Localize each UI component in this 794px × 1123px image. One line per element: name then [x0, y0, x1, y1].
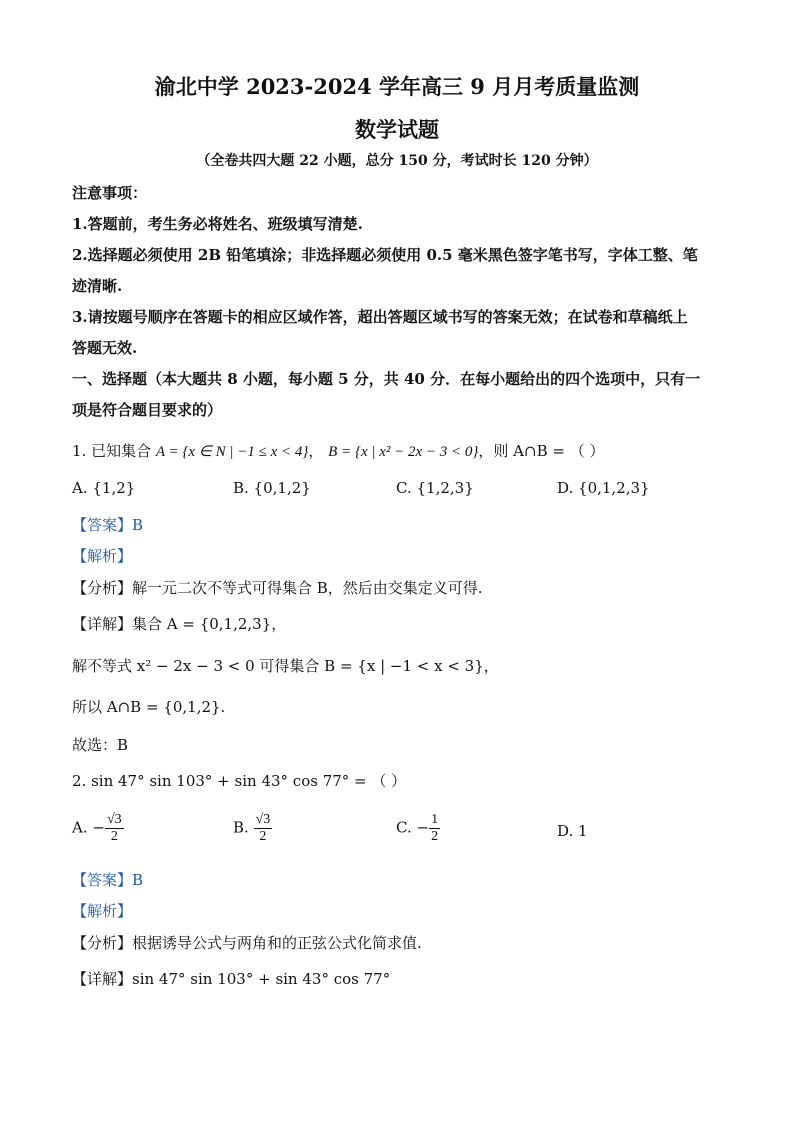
question-1-ask: ，则 A∩B = （ ）: [478, 442, 605, 460]
exam-subject: 数学试题: [355, 117, 439, 142]
exam-info: （全卷共四大题 22 小题，总分 150 分，考试时长 120 分钟）: [196, 153, 598, 169]
question-1-set-a: A = {x ∈ N | −1 ≤ x < 4}: [155, 444, 309, 460]
question-1-detail-1: 【详解】集合 A = {0,1,2,3}，: [72, 615, 287, 633]
question-1-choose: 故选：B: [72, 736, 129, 754]
question-2-option-b: B. $\frac{√3}{2}$: [233, 812, 271, 845]
note-2-line-2: 迹清晰.: [72, 277, 123, 295]
question-2-detail: 【详解】sin 47° sin 103° + sin 43° cos 77°: [72, 970, 391, 988]
question-2-fenxi: 【分析】根据诱导公式与两角和的正弦公式化简求值.: [72, 934, 422, 952]
question-1-detail-2: 解不等式 x² − 2x − 3 < 0 可得集合 B = {x | −1 < x < 3}，: [72, 657, 499, 675]
note-3-line-1: 3.请按题号顺序在答题卡的相应区域作答，超出答题区域书写的答案无效；在试卷和草稿纸上: [72, 308, 688, 326]
question-2-option-a: A. − $\frac{√3}{2}$: [72, 812, 122, 845]
fraction: $\frac{√3}{2}$: [255, 812, 271, 845]
question-2-option-c: C. − $\frac{1}{2}$: [396, 812, 439, 845]
question-1-analysis-label: 【解析】: [72, 547, 133, 565]
question-2-answer: 【答案】B: [72, 871, 144, 889]
note-3-line-2: 答题无效.: [72, 339, 138, 357]
section-heading-line-2: 项是符合题目要求的）: [72, 401, 223, 419]
question-1-prefix: 1. 已知集合: [72, 442, 152, 460]
question-1-option-d: D. {0,1,2,3}: [557, 479, 650, 497]
question-2-option-d: D. 1: [557, 822, 588, 840]
question-1-set-b: B = {x | x² − 2x − 3 < 0}: [328, 444, 479, 460]
notes-heading: 注意事项：: [72, 184, 148, 202]
exam-title: 渝北中学 2023-2024 学年高三 9 月月考质量监测: [154, 74, 640, 99]
question-1-option-c: C. {1,2,3}: [396, 479, 474, 497]
question-1-stem: 1. 已知集合 A = {x ∈ N | −1 ≤ x < 4}， B = {x | x² − 2x − 3 < 0}，则 A∩B = （ ）: [72, 442, 605, 460]
question-1-answer: 【答案】B: [72, 516, 144, 534]
note-1: 1.答题前，考生务必将姓名、班级填写清楚.: [72, 215, 363, 233]
question-1-option-a: A. {1,2}: [72, 479, 136, 497]
question-1-detail-3: 所以 A∩B = {0,1,2}.: [72, 698, 226, 716]
question-1-fenxi: 【分析】解一元二次不等式可得集合 B，然后由交集定义可得.: [72, 579, 483, 597]
question-1-option-b: B. {0,1,2}: [233, 479, 311, 497]
fraction: $\frac{√3}{2}$: [106, 812, 122, 845]
section-heading-line-1: 一、选择题（本大题共 8 小题，每小题 5 分，共 40 分．在每小题给出的四个选项中，只有一: [72, 370, 701, 388]
question-2-stem: 2. sin 47° sin 103° + sin 43° cos 77° = （ ）: [72, 772, 407, 790]
question-2-analysis-label: 【解析】: [72, 902, 133, 920]
note-2-line-1: 2.选择题必须使用 2B 铅笔填涂；非选择题必须使用 0.5 毫米黑色签字笔书写，字体工整、笔: [72, 246, 698, 264]
fraction: $\frac{1}{2}$: [431, 812, 439, 845]
